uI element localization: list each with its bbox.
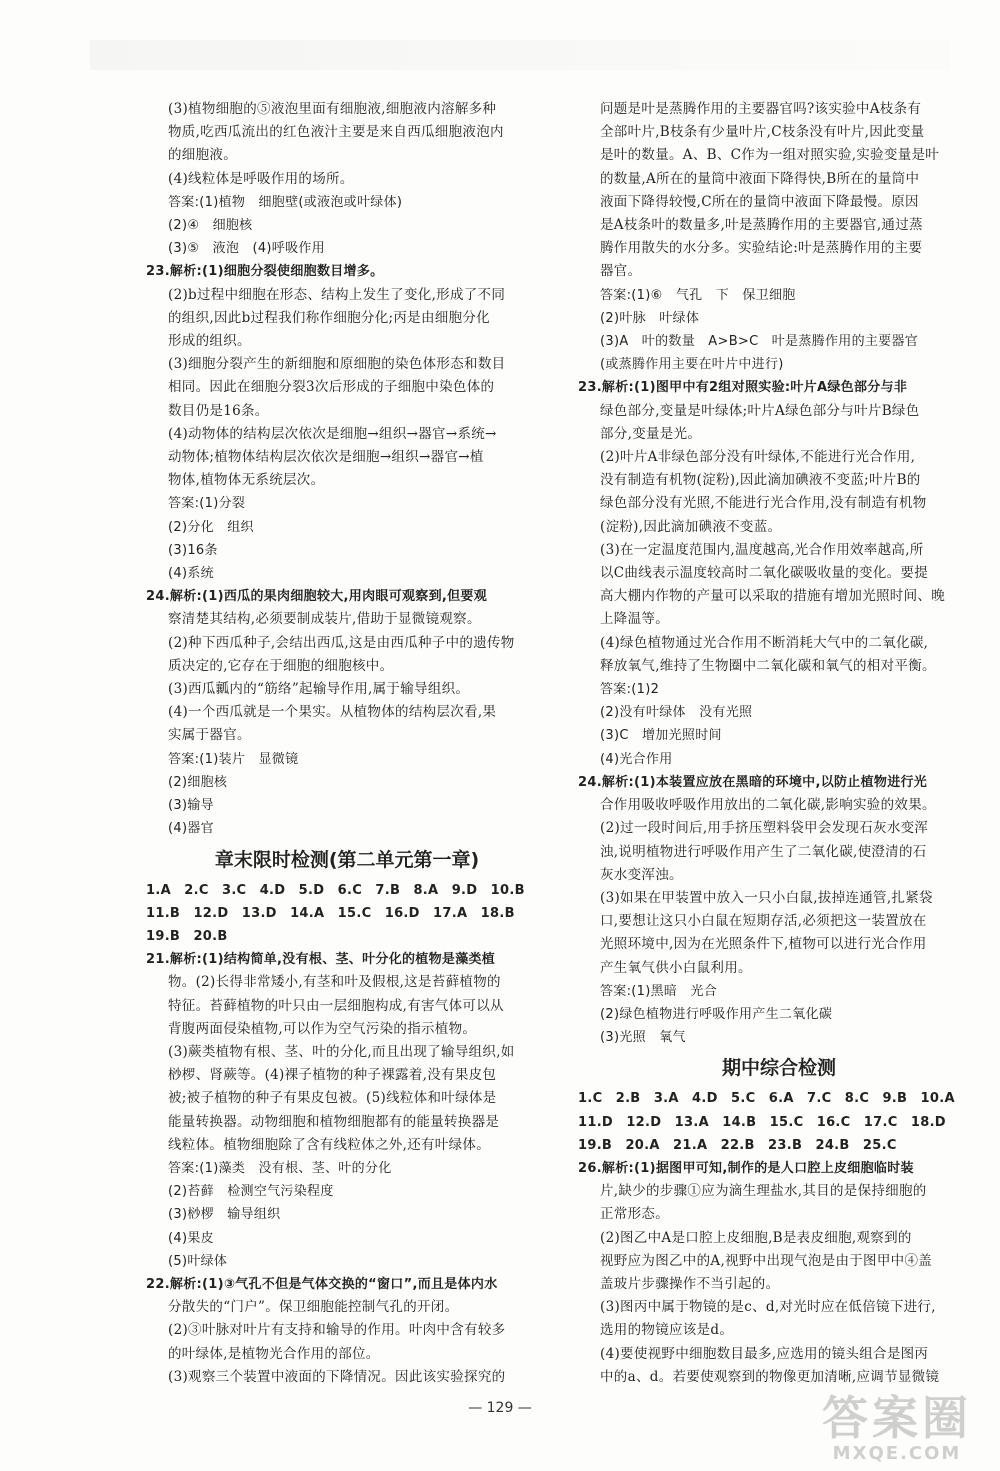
text-line: 产生氧气供小白鼠利用。: [600, 959, 752, 976]
text-line: 问题是叶是蒸腾作用的主要器官吗?该实验中A枝条有: [600, 101, 922, 117]
answer-line: 答案:(1)⑥ 气孔 下 保卫细胞: [600, 287, 796, 303]
text-line: 被;被子植物的种子有果皮包被。(5)线粒体和叶绿体是: [168, 1090, 497, 1107]
text-line: 背腹两面侵染植物,可以作为空气污染的指示植物。: [168, 1020, 477, 1037]
answer-line: 答案:(1)分裂: [168, 496, 246, 512]
answer-line: (4)果皮: [168, 1230, 214, 1246]
answer-line: (2)叶脉 叶绿体: [600, 310, 700, 326]
text-line: 物质,吃西瓜流出的红色液汁主要是来自西瓜细胞液泡内: [168, 124, 504, 141]
text-line: 质决定的,它存在于细胞的细胞核中。: [168, 657, 394, 674]
text-line: (3)如果在甲装置中放入一只小白鼠,拔掉连通管,扎紧袋: [600, 889, 933, 906]
answer-line: 答案:(1)黑暗 光合: [600, 983, 718, 999]
text-line: 口,要想让这只小白鼠在短期存活,必须把这一装置放在: [600, 913, 927, 930]
answer-line: (3)16条: [168, 542, 218, 558]
section-heading: 章末限时检测(第二单元第一章): [214, 848, 480, 871]
answer-line: (3)A 叶的数量 A>B>C 叶是蒸腾作用的主要器官: [600, 334, 919, 350]
question-line: 19.B 20.A 21.A 22.B 23.B 24.B 25.C: [578, 1137, 897, 1153]
text-line: 数目仍是16条。: [168, 402, 269, 419]
watermark-logo: [822, 1392, 972, 1464]
text-line: (3)植物细胞的⑤液泡里面有细胞液,细胞液内溶解多种: [168, 101, 497, 117]
answer-line: (2)苔藓 检测空气污染程度: [168, 1184, 334, 1200]
question-line: 22.解析:(1)③气孔不但是气体交换的“窗口”,而且是体内水: [146, 1276, 498, 1292]
text-line: 腾作用散失的水分多。实验结论:叶是蒸腾作用的主要: [600, 240, 923, 257]
text-line: (淀粉),因此滴加碘液不变蓝。: [600, 518, 782, 535]
answer-line: (3)C 增加光照时间: [600, 728, 722, 744]
text-line: (2)过一段时间后,用手挤压塑料袋甲会发现石灰水变浑: [600, 820, 929, 837]
text-line: 察清楚其结构,必须要制成装片,借助于显微镜观察。: [168, 611, 481, 628]
text-line: 视野应为图乙中的A,视野中出现气泡是由于图甲中④盖: [600, 1252, 933, 1269]
text-line: 正常形态。: [600, 1206, 669, 1223]
text-line: 没有制造有机物(淀粉),因此滴加碘液不变蓝;叶片B的: [600, 472, 921, 489]
text-line: (3)蕨类植物有根、茎、叶的分化,而且出现了输导组织,如: [168, 1043, 515, 1060]
text-line: 物。(2)长得非常矮小,有茎和叶及假根,这是苔藓植物的: [168, 974, 501, 991]
question-line: 26.解析:(1)据图甲可知,制作的是人口腔上皮细胞临时装: [578, 1160, 914, 1176]
text-line: (2)③叶脉对叶片有支持和输导的作用。叶肉中含有较多: [168, 1322, 506, 1339]
watermark-sub: MXQE.COM: [832, 1443, 962, 1464]
question-line: 24.解析:(1)西瓜的果肉细胞较大,用肉眼可观察到,但要观: [146, 589, 488, 605]
answer-line: (2)分化 组织: [168, 519, 254, 535]
answer-line: 答案:(1)2: [600, 682, 660, 698]
question-line: 11.B 12.D 13.D 14.A 15.C 16.D 17.A 18.B: [146, 905, 515, 921]
text-line: 器官。: [600, 263, 642, 280]
text-line: (4)绿色植物通过光合作用不断消耗大气中的二氧化碳,: [600, 634, 929, 651]
text-line: 光照环境中,因为在光照条件下,植物可以进行光合作用: [600, 936, 927, 953]
text-line: 的数量,A所在的量筒中液面下降得快,B所在的量筒中: [600, 170, 920, 187]
text-line: 相同。因此在细胞分裂3次后形成的子细胞中染色体的: [168, 379, 495, 396]
text-line: 实属于器官。: [168, 727, 251, 744]
answer-line: (2)绿色植物进行呼吸作用产生二氧化碳: [600, 1006, 833, 1022]
text-line: 的组织,因此b过程我们称作细胞分化;丙是由细胞分化: [168, 309, 490, 326]
question-line: 23.解析:(1)细胞分裂使细胞数目增多。: [146, 264, 384, 280]
text-line: 盖玻片步骤操作不当引起的。: [600, 1275, 780, 1292]
text-line: (3)细胞分裂产生的新细胞和原细胞的染色体形态和数目: [168, 356, 506, 373]
text-line: 部分,变量是光。: [600, 425, 702, 442]
text-line: (4)一个西瓜就是一个果实。从植物体的结构层次看,果: [168, 704, 497, 721]
text-line: (2)b过程中细胞在形态、结构上发生了变化,形成了不同: [168, 286, 506, 303]
text-line: (3)西瓜瓤内的“筋络”起输导作用,属于输导组织。: [168, 681, 470, 698]
text-line: (2)叶片A非绿色部分没有叶绿体,不能进行光合作用,: [600, 449, 916, 466]
answer-line: (3)输导: [168, 798, 214, 814]
left-column: [146, 98, 548, 1389]
question-line: 1.C 2.B 3.A 4.D 5.C 6.A 7.C 8.C 9.B 10.A: [578, 1091, 955, 1107]
question-line: 24.解析:(1)本装置应放在黑暗的环境中,以防止植物进行光: [578, 774, 928, 790]
text-line: (3)在一定温度范围内,温度越高,光合作用效率越高,所: [600, 541, 924, 558]
text-line: (2)种下西瓜种子,会结出西瓜,这是由西瓜种子中的遗传物: [168, 634, 515, 651]
answer-line: (4)光合作用: [600, 751, 673, 767]
answer-line: 答案:(1)装片 显微镜: [168, 751, 299, 767]
question-line: 1.A 2.C 3.C 4.D 5.D 6.C 7.B 8.A 9.D 10.B: [146, 882, 525, 898]
text-line: 物体,植物体无系统层次。: [168, 472, 325, 489]
text-line: 绿色部分没有光照,不能进行光合作用,没有制造有机物: [600, 495, 927, 512]
text-line: 选用的物镜应该是d。: [600, 1322, 734, 1339]
answer-line: (3)桫椤 输导组织: [168, 1207, 281, 1223]
text-line: 以C曲线表示温度较高时二氧化碳吸收量的变化。要提: [600, 565, 929, 582]
text-line: 释放氧气,维持了生物圈中二氧化碳和氧气的相对平衡。: [600, 657, 936, 674]
text-line: 中的a、d。若要使观察到的物像更加清晰,应调节显微镜: [600, 1368, 940, 1385]
text-line: 高大棚内作物的产量可以采取的措施有增加光照时间、晚: [600, 588, 945, 605]
answer-line: (3)⑤ 液泡 (4)呼吸作用: [168, 241, 325, 257]
section-heading: 期中综合检测: [721, 1057, 836, 1080]
text-line: 的叶绿体,是植物光合作用的部位。: [168, 1345, 380, 1362]
right-column: [578, 98, 980, 1389]
text-line: 的细胞液。: [168, 147, 237, 164]
question-line: 11.D 12.D 13.A 14.B 15.C 16.C 17.C 18.D: [578, 1114, 946, 1130]
answer-line: (2)没有叶绿体 没有光照: [600, 705, 753, 721]
page-number: — 129 —: [468, 1400, 532, 1416]
text-line: (2)图乙中A是口腔上皮细胞,B是表皮细胞,观察到的: [600, 1229, 912, 1246]
answer-line: 答案:(1)藻类 没有根、茎、叶的分化: [168, 1160, 392, 1176]
question-line: 21.解析:(1)结构简单,没有根、茎、叶分化的植物是藻类植: [146, 952, 496, 968]
text-line: 合作用吸收呼吸作用放出的二氧化碳,影响实验的效果。: [600, 797, 936, 814]
answer-line: (2)④ 细胞核: [168, 218, 253, 234]
text-line: 特征。苔藓植物的叶只由一层细胞构成,有害气体可以从: [168, 997, 504, 1014]
text-line: 是叶的数量。A、B、C作为一组对照实验,实验变量是叶: [600, 147, 940, 164]
text-line: (3)图丙中属于物镜的是c、d,对光时应在低倍镜下进行,: [600, 1299, 936, 1316]
text-line: (4)要使视野中细胞数目最多,应选用的镜头组合是图丙: [600, 1345, 929, 1362]
answer-line: (2)细胞核: [168, 774, 228, 790]
answer-line: (3)光照 氧气: [600, 1030, 686, 1046]
answer-line: (或蒸腾作用主要在叶片中进行): [600, 357, 784, 373]
text-line: (4)动物体的结构层次依次是细胞→组织→器官→系统→: [168, 425, 497, 442]
question-line: 19.B 20.B: [146, 928, 228, 944]
answer-line: (4)器官: [168, 821, 214, 837]
text-line: 片,缺少的步骤①应为滴生理盐水,其目的是保持细胞的: [600, 1183, 927, 1200]
scan-shadow: [90, 40, 950, 70]
text-line: 分散失的“门户”。保卫细胞能控制气孔的开闭。: [168, 1299, 459, 1316]
text-line: 浊,说明植物进行呼吸作用产生了二氧化碳,使澄清的石: [600, 843, 927, 860]
text-line: 全部叶片,B枝条有少量叶片,C枝条没有叶片,因此变量: [600, 124, 925, 141]
text-line: (3)观察三个装置中液面的下降情况。因此该实验探究的: [168, 1368, 506, 1385]
answer-line: (4)系统: [168, 566, 214, 582]
answer-line: 答案:(1)植物 细胞壁(或液泡或叶绿体): [168, 194, 403, 210]
text-line: 能量转换器。动物细胞和植物细胞都有的能量转换器是: [168, 1113, 500, 1130]
text-line: 绿色部分,变量是叶绿体;叶片A绿色部分与叶片B绿色: [600, 402, 920, 419]
answer-line: (5)叶绿体: [168, 1253, 228, 1269]
text-line: 形成的组织。: [168, 333, 251, 350]
text-line: 是A枝条叶的数量多,叶是蒸腾作用的主要器官,通过蒸: [600, 217, 923, 234]
text-line: 灰水变浑浊。: [600, 866, 683, 883]
text-line: 线粒体。植物细胞除了含有线粒体之外,还有叶绿体。: [168, 1136, 490, 1153]
text-line: 上降温等。: [600, 611, 669, 628]
watermark-main: 答案圈: [822, 1391, 972, 1445]
text-line: 桫椤、肾蕨等。(4)裸子植物的种子裸露着,没有果皮包: [168, 1067, 497, 1084]
text-line: 液面下降得较慢,C所在的量筒中液面下降最慢。原因: [600, 193, 919, 210]
text-line: 动物体;植物体结构层次依次是细胞→组织→器官→植: [168, 449, 484, 466]
text-line: (4)线粒体是呼吸作用的场所。: [168, 170, 354, 187]
question-line: 23.解析:(1)图甲中有2组对照实验:叶片A绿色部分与非: [578, 380, 908, 396]
